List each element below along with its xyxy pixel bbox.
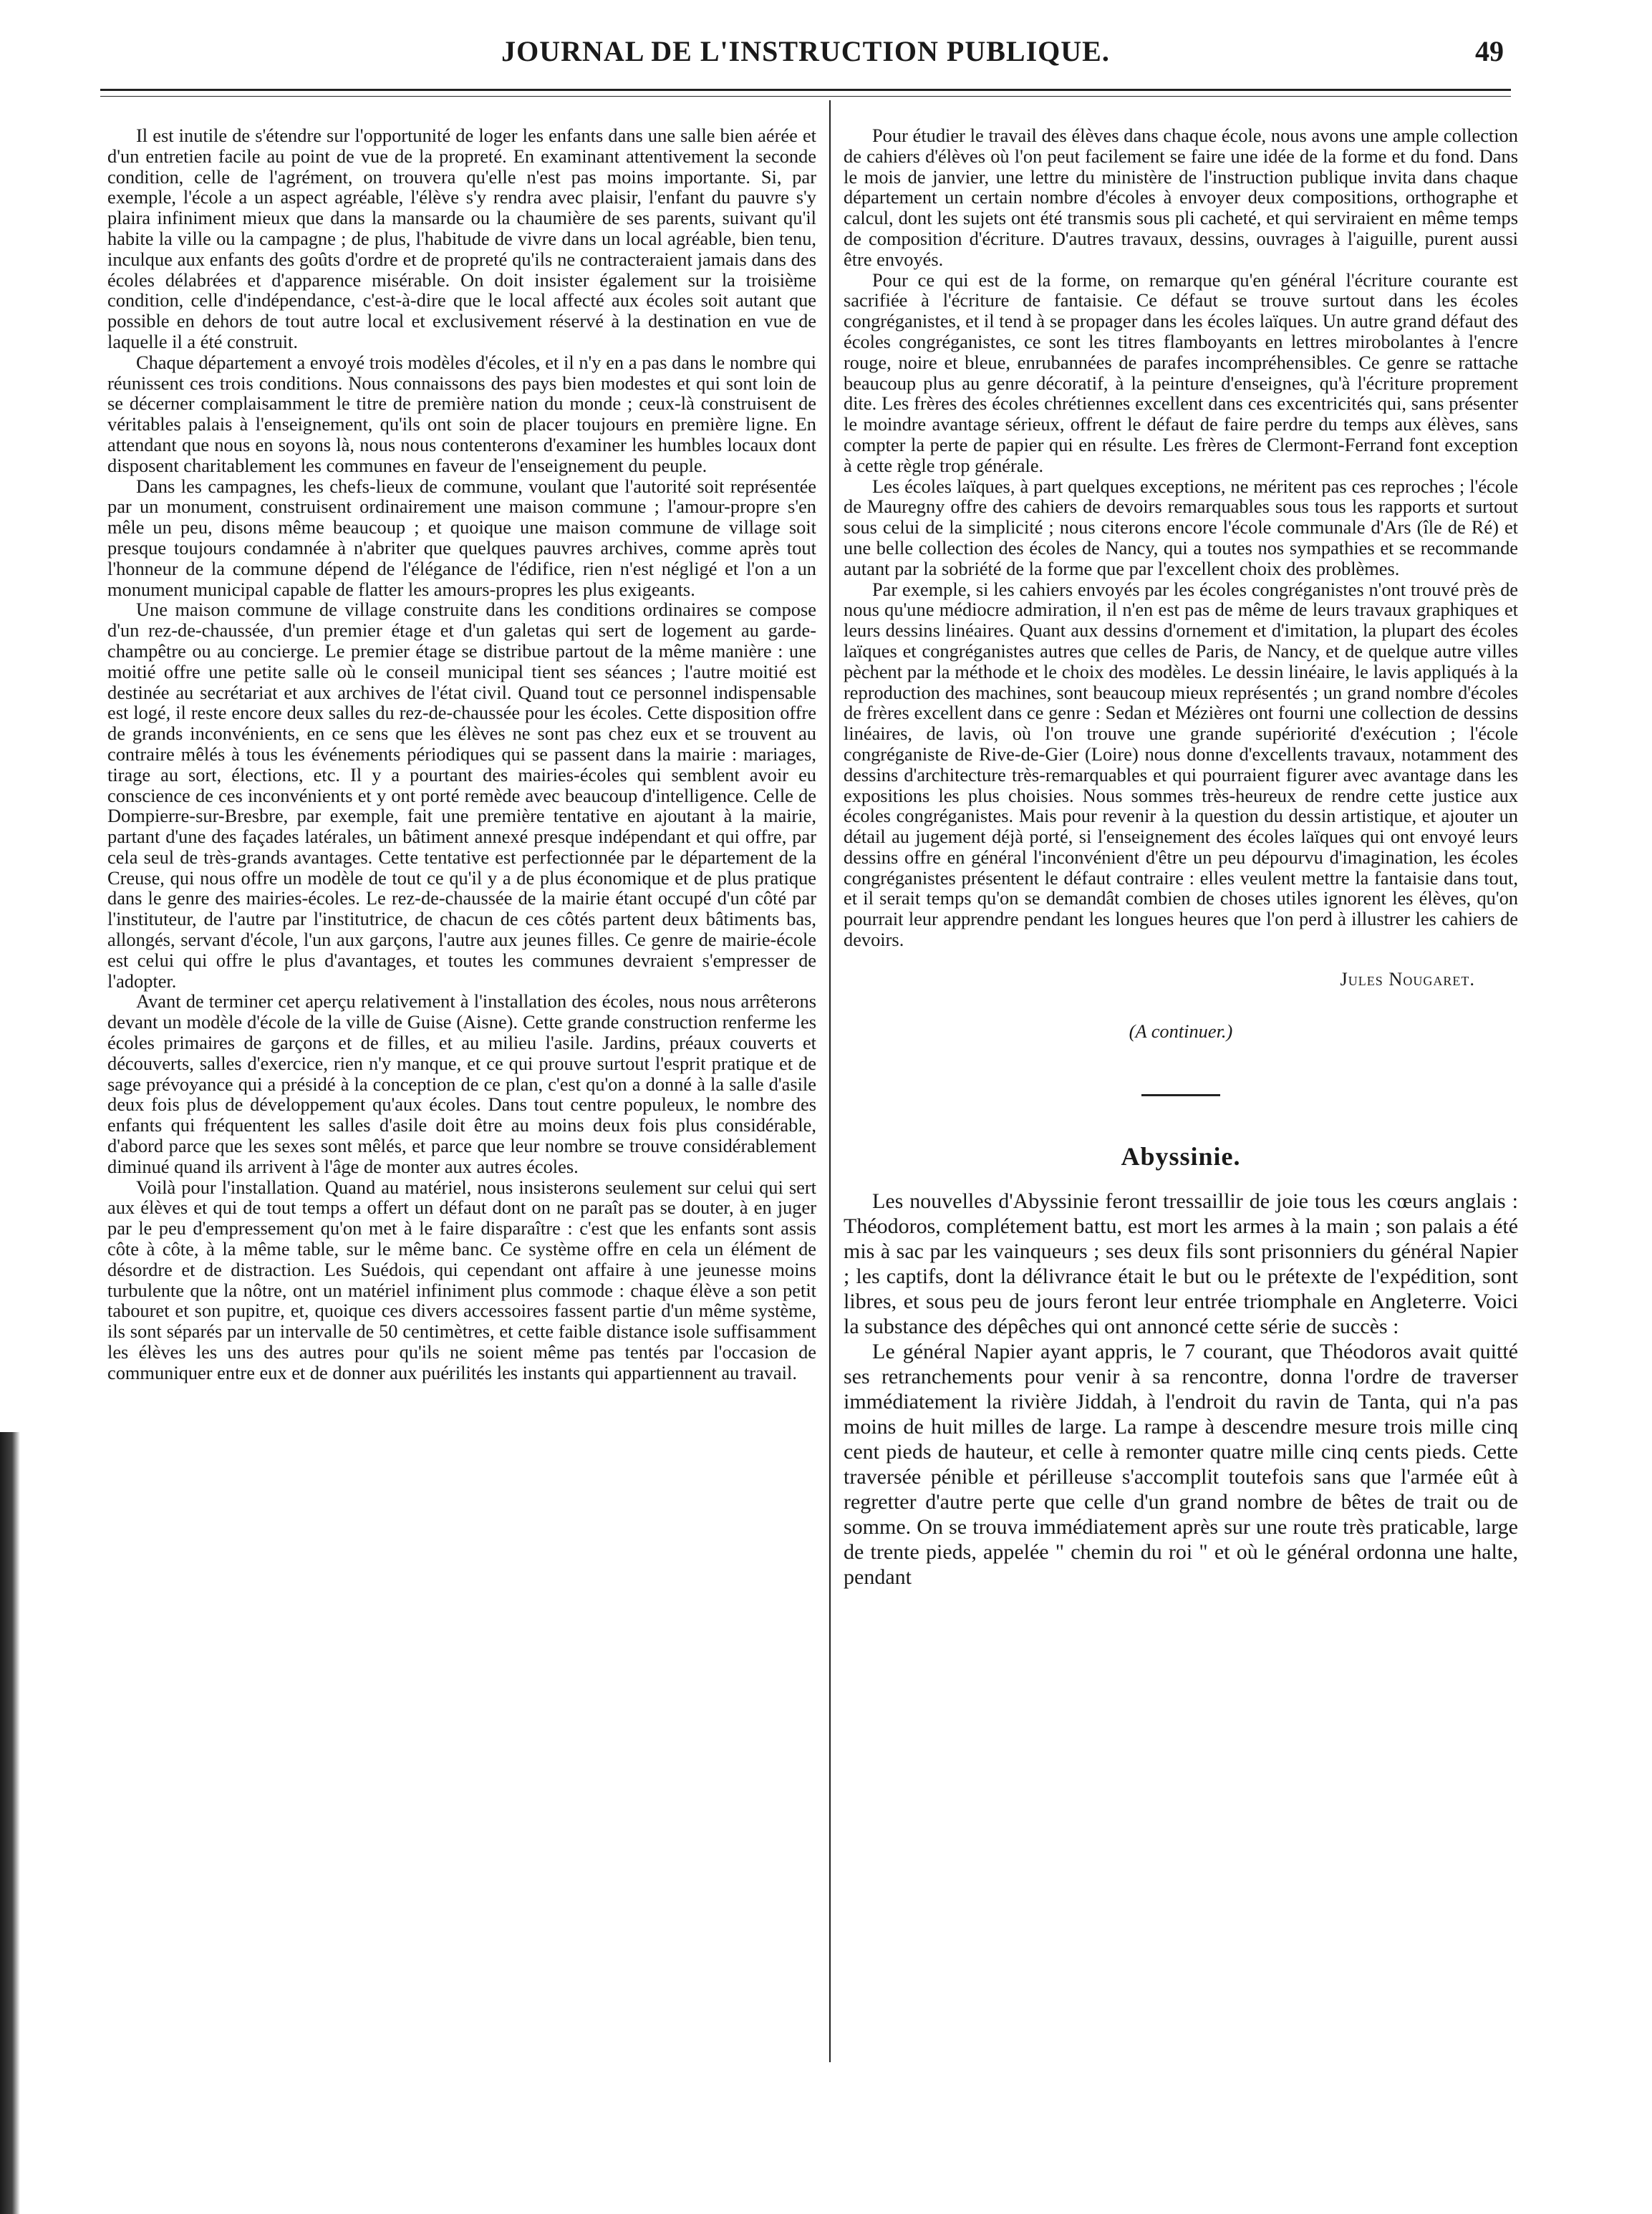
right-column <box>844 125 1518 1590</box>
header-rule-thin <box>100 96 1511 97</box>
page-spine-shadow <box>0 1432 20 2214</box>
paragraph: Le général Napier ayant appris, le 7 courant, que Théodoros avait quitté ses retranchements pour venir à sa rencontre, donna l'ordre de traverser immédiatement la rivière Jiddah, à l'endroit du ravin de Tanta, qui n'a pas moins de huit milles de large. La rampe à descendre mesure trois mille cinq cent pieds de hauteur, et celle à remonter quatre mille cinq cents pieds. Cette traversée pénible et périlleuse s'accomplit toutefois sans que l'armée eût à regretter d'autre perte que celle d'un grand nombre de bêtes de trait ou de somme. On se trouva immédiatement après sur une route très praticable, large de trente pieds, appelée " chemin du roi " et où le général ordonna une halte, pendant <box>844 1340 1518 1590</box>
paragraph: Pour étudier le travail des élèves dans chaque école, nous avons une ample collection de cahiers d'élèves où l'on peut facilement se faire une idée de la forme et du fond. Dans le mois de janvier, une lettre du ministère de l'instruction publique invita dans chaque département un certain nombre d'écoles à envoyer deux compositions, orthographe et calcul, dont les sujets ont été transmis sous pli cacheté, et qui serviraient en même temps de composition d'écriture. D'autres travaux, dessins, ouvrages à l'aiguille, purent aussi être envoyés. <box>844 125 1518 270</box>
paragraph: Dans les campagnes, les chefs-lieux de commune, voulant que l'autorité soit représentée par un monument, construisent ordinairement une maison commune ; l'amour-propre s'en mêle un peu, disons même beaucoup ; et quoique une maison commune de village soit presque toujours condamnée à n'abriter que quelques pauvres archives, comme après tout l'honneur de la commune dépend de l'élégance de l'édifice, rien n'est négligé et l'on a un monument municipal capable de flatter les amours-propres les plus exigeants. <box>107 475 816 600</box>
paragraph: Les nouvelles d'Abyssinie feront tressaillir de joie tous les cœurs anglais : Théodoros, complétement battu, est mort les armes à la main ; son palais a été mis à sac par les vainqueurs ; ses deux fils sont prisonniers du général Napier ; les captifs, dont la délivrance était le but ou le prétexte de l'expédition, sont libres, et sous peu de jours feront leur entrée triomphale en Angleterre. Voici la substance des dépêches qui ont annoncé cette série de succès : <box>844 1189 1518 1339</box>
paragraph: Une maison commune de village construite dans les conditions ordinaires se compose d'un rez-de-chaussée, d'un premier étage et d'un galetas qui sert de logement au garde-champêtre ou au concierge. Le premier étage se distribue partout de la même manière : une moitié offre une petite salle où le conseil municipal tient ses séances ; l'autre moitié est destinée au secrétariat et aux archives de l'état civil. Quand tout ce personnel indispensable est logé, il reste encore deux salles du rez-de-chaussée pour les écoles. Cette disposition offre de grands inconvénients, en ce sens que les élèves ne sont pas chez eux et se trouvent au contraire mêlés à tous les événements périodiques qui se passent dans la mairie : mariages, tirage au sort, élections, etc. Il y a pourtant des mairies-écoles qui semblent avoir eu conscience de ces inconvénients et y ont porté remède avec beaucoup d'intelligence. Celle de Dompierre-sur-Bresbre, par exemple, fait une première tentative en ajoutant à la mairie, partant d'une des façades latérales, un bâtiment annexé presque indépendant et qui offre, par cela seul de très-grands avantages. Cette tentative est perfectionnée par le département de la Creuse, qui nous offre un modèle de tout ce qu'il y a de plus économique et de plus pratique dans le genre des mairies-écoles. Le rez-de-chaussée de la mairie étant occupé d'un côté par l'instituteur, de l'autre par l'institutrice, de chacun de ces côtés partent deux bâtiments bas, allongés, servant d'école, l'un aux garçons, l'autre aux jeunes filles. Ce genre de mairie-école est celui qui offre le plus d'avantages, et toutes les communes devraient s'empresser de l'adopter. <box>107 599 816 992</box>
page-number: 49 <box>1475 35 1504 67</box>
paragraph: Pour ce qui est de la forme, on remarque qu'en général l'écriture courante est sacrifiée à l'écriture de fantaisie. Ce défaut se trouve surtout dans les écoles congréganistes, et il tend à se propager dans les écoles laïques. Un autre grand défaut des écoles congréganistes, ce sont les titres flamboyants en lettres mirobolantes à l'encre rouge, noire et bleue, enrubannées de parafes incompréhensibles. Ce genre se rattache beaucoup plus au genre décoratif, à la peinture d'enseignes, qu'à l'écriture proprement dite. Les frères des écoles chrétiennes excellent dans ces excentricités qui, sans présenter le moindre avantage sérieux, offrent le défaut de faire perdre du temps aux élèves, sans compter la perte de papier qui en résulte. Les frères de Clermont-Ferrand font exception à cette règle trop générale. <box>844 269 1518 476</box>
section-separator <box>1141 1094 1220 1096</box>
left-column <box>107 125 816 1383</box>
paragraph: Les écoles laïques, à part quelques exceptions, ne méritent pas ces reproches ; l'école de Mauregny offre des cahiers de devoirs remarquables sous tous les rapports et surtout sous celui de la simplicité ; nous citerons encore l'école communale d'Ars (île de Ré) et une belle collection des écoles de Nancy, qui a toutes nos sympathies et se recommande autant par la sobriété de la forme que par l'excellent choix des problèmes. <box>844 475 1518 579</box>
journal-title: JOURNAL DE L'INSTRUCTION PUBLIQUE. <box>501 35 1110 67</box>
paragraph: Chaque département a envoyé trois modèles d'écoles, et il n'y en a pas dans le nombre qui réunissent ces trois conditions. Nous connaissons des pays bien modestes et qui sont loin de se décerner complaisamment le titre de première nation du monde ; ceux-là construisent de véritables palais à l'enseignement, qu'ils ont soin de placer toujours en première ligne. En attendant que nous en soyons là, nous nous contenterons d'examiner les humbles locaux dont disposent charitablement les communes en faveur de l'enseignement du peuple. <box>107 351 816 476</box>
page-header <box>107 34 1504 77</box>
column-divider <box>829 100 831 2062</box>
section-title: Abyssinie. <box>1121 1142 1241 1171</box>
author-signature: Jules Nougaret. <box>1340 967 1475 990</box>
paragraph: Avant de terminer cet aperçu relativement à l'installation des écoles, nous nous arrêterons devant un modèle d'école de la ville de Guise (Aisne). Cette grande construction renferme les écoles primaires de garçons et de filles, et au milieu l'asile. Jardins, préaux couverts et découverts, salles d'exercice, rien n'y manque, et ce qui prouve surtout l'esprit pratique et de sage prévoyance qui a présidé à la conception de ce plan, c'est qu'on a donné à la salle d'asile deux fois plus de développement qu'aux écoles. Dans tout centre populeux, le nombre des enfants qui fréquentent les salles d'asile doit être au moins deux fois plus considérable, d'abord parce que les sexes sont mêlés, et parce que leur nombre se trouve considérablement diminué quand ils arrivent à l'âge de monter aux autres écoles. <box>107 990 816 1177</box>
continued-note: (A continuer.) <box>1129 1020 1233 1042</box>
paragraph: Par exemple, si les cahiers envoyés par les écoles congréganistes n'ont trouvé près de nous qu'une médiocre admiration, il n'en est pas de même de leurs travaux graphiques et leurs dessins linéaires. Quant aux dessins d'ornement et d'imitation, la plupart des écoles laïques et congréganistes autres que celles de Paris, de Nancy, et de quelque autre villes pèchent par la méthode et le choix des modèles. Le dessin linéaire, le lavis appliqués à la reproduction des machines, sont beaucoup mieux représentés ; un grand nombre d'écoles de frères excellent dans ce genre : Sedan et Mézières ont fourni une collection de dessins linéaires, de lavis, où l'on trouve une grande supériorité d'exécution ; l'école congréganiste de Rive-de-Gier (Loire) nous donne d'excellents travaux, notamment des dessins d'architecture très-remarquables et qui pourraient figurer avec avantage dans les expositions les plus choisies. Nous sommes très-heureux de rendre cette justice aux écoles congréganistes. Mais pour revenir à la question du dessin artistique, et ajouter un détail au jugement déjà porté, si l'enseignement des écoles laïques qui ont envoyé leurs dessins offre en général l'inconvénient d'être un peu dépourvu d'imagination, les écoles congréganistes présentent le défaut contraire : elles veulent mettre la fantaisie dans tout, et il serait temps qu'on se demandât combien de choses utiles ignorent les élèves, qu'on pourrait leur apprendre pendant les longues heures que l'on perd à illustrer les cahiers de devoirs. <box>844 578 1518 951</box>
header-rule-thick <box>100 89 1511 91</box>
paragraph: Il est inutile de s'étendre sur l'opportunité de loger les enfants dans une salle bien aérée et d'un entretien facile au point de vue de la propreté. En examinant attentivement la seconde condition, celle de l'agrément, on trouvera qu'elle n'est pas moins importante. Si, par exemple, l'école a un aspect agréable, l'élève s'y rendra avec plaisir, l'enfant du pauvre s'y plaira infiniment mieux que dans la mansarde ou la chaumière de ses parents, suivant qu'il habite la ville ou la campagne ; de plus, l'habitude de vivre dans un local agréable, bien tenu, inculque aux enfants des goûts d'ordre et de propreté qu'ils ne contracteraient jamais dans des écoles délabrées et d'apparence misérable. On doit insister également sur la troisième condition, celle d'indépendance, c'est-à-dire que le local affecté aux écoles soit autant que possible en dehors de tout autre local et exclusivement réservé à la destination en vue de laquelle il a été construit. <box>107 125 816 352</box>
paragraph: Voilà pour l'installation. Quand au matériel, nous insisterons seulement sur celui qui sert aux élèves et qui de tout temps a offert un défaut dont on ne paraît pas se douter, à en juger par le peu d'empressement qu'on met à le faire disparaître : c'est que les enfants sont assis côte à côte, à la même table, sur le même banc. Ce système offre en cela un élément de désordre et de distraction. Les Suédois, qui cependant ont affaire à une jeunesse moins turbulente que la nôtre, ont un matériel infiniment plus commode : chaque élève a son petit tabouret et son pupitre, et, quoique ces divers accessoires fassent partie d'un même système, ils sont séparés par un intervalle de 50 centimètres, et cette faible distance isole suffisamment les élèves les uns des autres pour qu'ils ne soient même pas tentés par l'occasion de communiquer entre eux et de donner aux puérilités les instants qui appartiennent au travail. <box>107 1176 816 1383</box>
